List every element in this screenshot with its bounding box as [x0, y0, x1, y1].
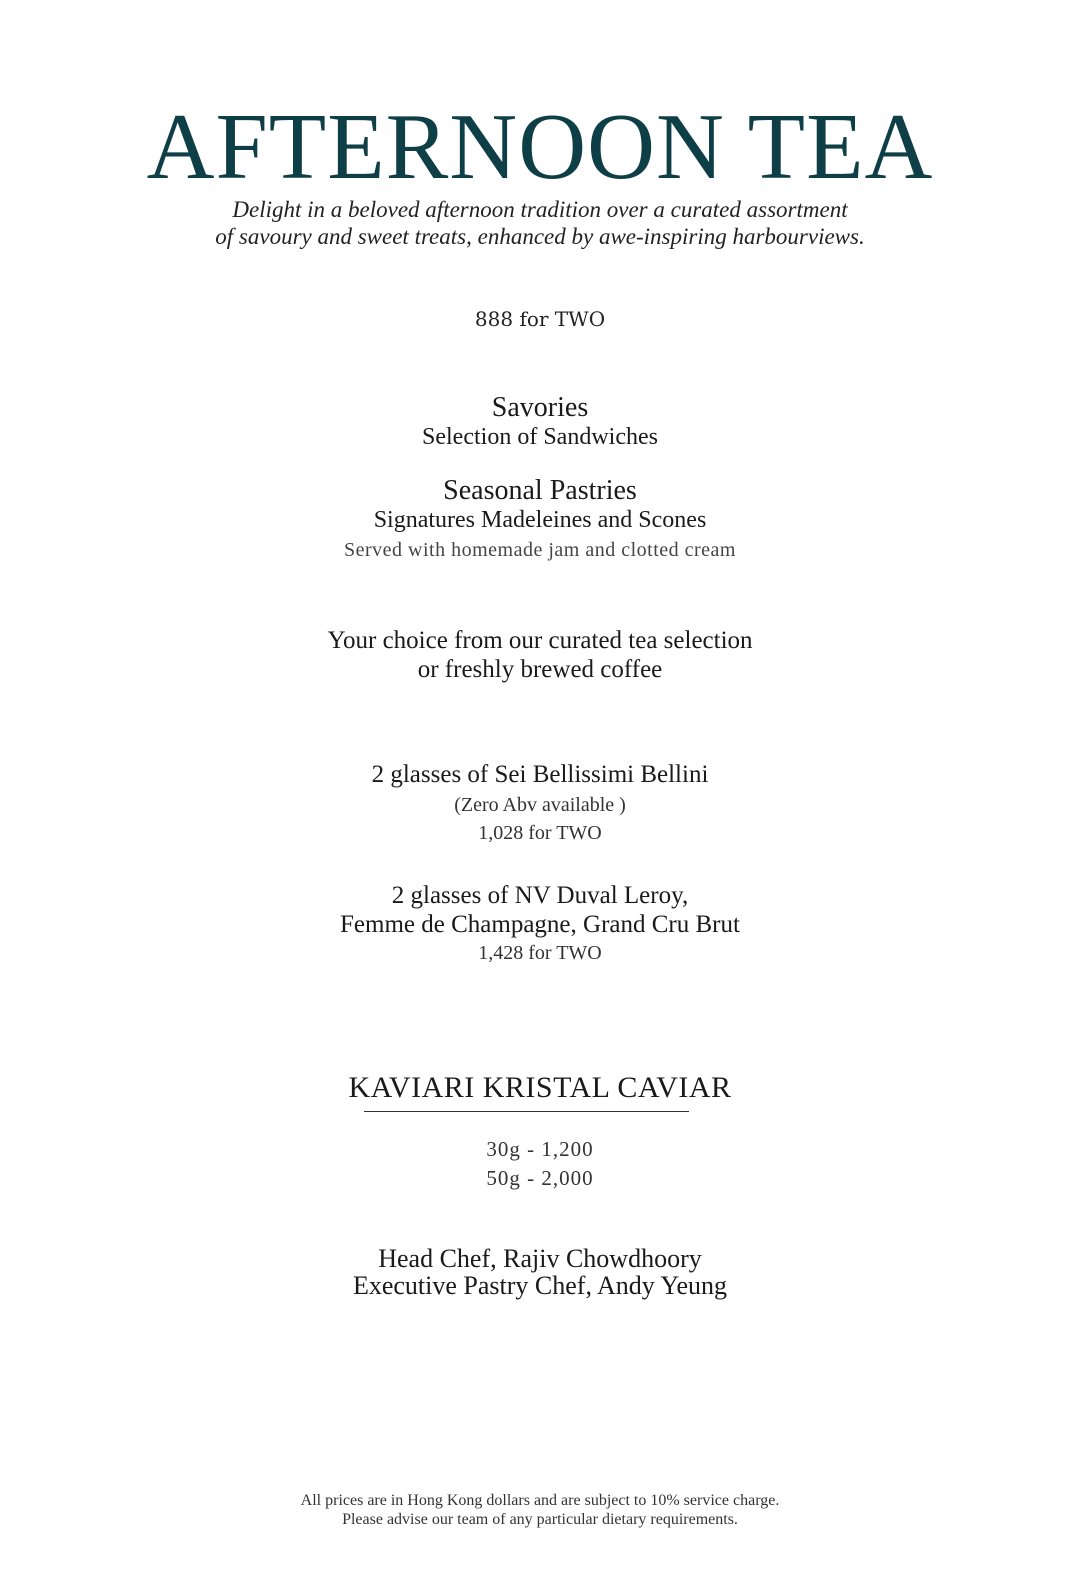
footer-line-2: Please advise our team of any particular dietary requirements. — [342, 1511, 738, 1528]
caviar-divider — [364, 1111, 689, 1112]
bellini-name: 2 glasses of Sei Bellissimi Bellini — [371, 761, 709, 788]
caviar-price-50g: 50g - 2,000 — [486, 1166, 594, 1190]
savories-heading: Savories — [491, 392, 589, 423]
champagne-name-line-2: Femme de Champagne, Grand Cru Brut — [340, 911, 740, 938]
caviar-title: KAVIARI KRISTAL CAVIAR — [348, 1071, 732, 1104]
pastries-heading: Seasonal Pastries — [443, 475, 637, 506]
footer-line-1: All prices are in Hong Kong dollars and are subject to 10% service charge. — [300, 1492, 780, 1509]
champagne-price: 1,428 for TWO — [478, 942, 602, 964]
bellini-note: (Zero Abv available ) — [454, 794, 626, 816]
bellini-price: 1,028 for TWO — [478, 822, 602, 844]
tagline-line-2: of savoury and sweet treats, enhanced by awe-inspiring harbourviews. — [215, 224, 865, 249]
tagline-line-1: Delight in a beloved afternoon tradition over a curated assortment — [232, 197, 848, 222]
pastry-chef: Executive Pastry Chef, Andy Yeung — [352, 1271, 728, 1300]
beverage-line-1: Your choice from our curated tea selection — [327, 627, 753, 654]
savories-item: Selection of Sandwiches — [422, 424, 658, 450]
caviar-price-30g: 30g - 1,200 — [486, 1137, 594, 1161]
beverage-line-2: or freshly brewed coffee — [417, 656, 663, 683]
page-title: AFTERNOON TEA — [146, 95, 934, 199]
pastries-note: Served with homemade jam and clotted cream — [344, 539, 736, 561]
head-chef: Head Chef, Rajiv Chowdhoory — [378, 1244, 702, 1273]
champagne-name-line-1: 2 glasses of NV Duval Leroy, — [391, 882, 689, 909]
set-price: 888 for TWO — [474, 307, 606, 331]
pastries-item: Signatures Madeleines and Scones — [373, 507, 707, 533]
